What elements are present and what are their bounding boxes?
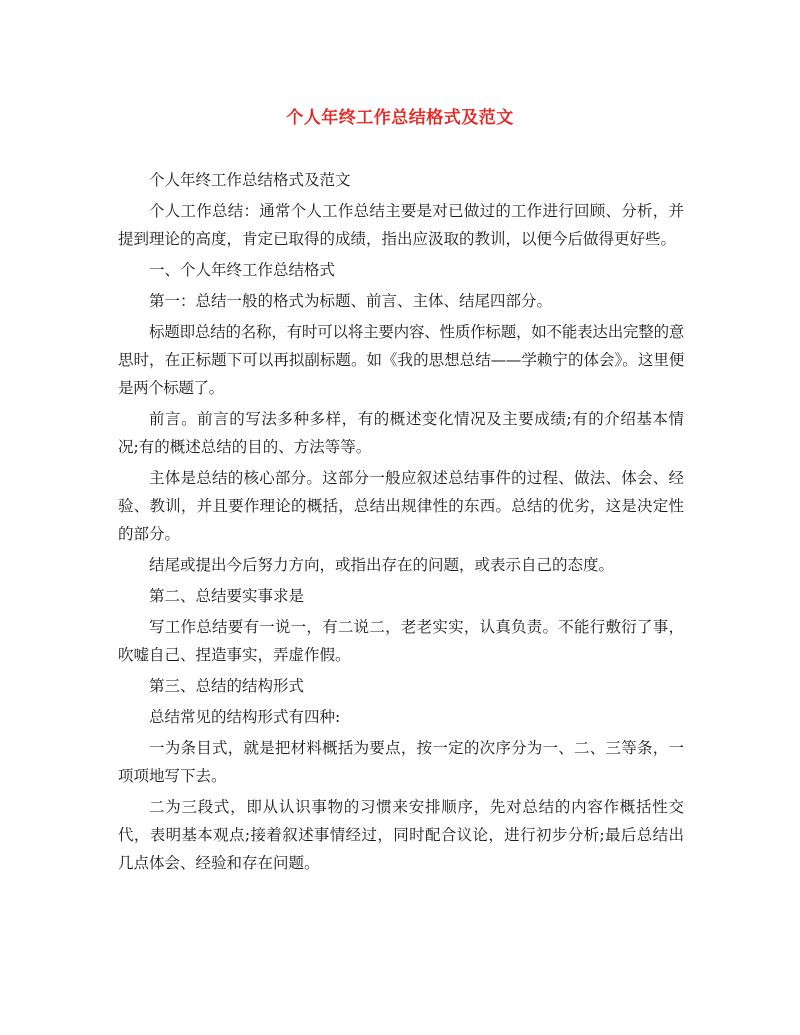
paragraph-main-body: 主体是总结的核心部分。这部分一般应叙述总结事件的过程、做法、体会、经验、教训，并且要作理论的概括，总结出规律性的东西。总结的优劣，这是决定性的部分。	[118, 469, 684, 543]
paragraph-subtitle: 个人年终工作总结格式及范文	[149, 171, 351, 189]
paragraph-title-desc: 标题即总结的名称，有时可以将主要内容、性质作标题，如不能表达出完整的意思时，在正标题下可以再拟副标题。如《我的思想总结——学赖宁的体会》。这里便是两个标题了。	[118, 323, 684, 397]
paragraph-honesty: 写工作总结要有一说一，有二说二，老老实实，认真负责。不能行敷衍了事，吹嘘自己、捏造事实，弄虚作假。	[118, 618, 684, 664]
section-heading-format: 一、个人年终工作总结格式	[149, 261, 336, 279]
paragraph-form-two: 二为三段式，即从认识事物的习惯来安排顺序，先对总结的内容作概括性交代，表明基本观点;接着叙述事情经过，同时配合议论，进行初步分析;最后总结出几点体会、经验和存在问题。	[118, 798, 684, 872]
paragraph-first-point: 第一：总结一般的格式为标题、前言、主体、结尾四部分。	[149, 292, 553, 310]
section-heading-third: 第三、总结的结构形式	[149, 677, 305, 695]
paragraph-ending: 结尾或提出今后努力方向，或指出存在的问题，或表示自己的态度。	[149, 556, 615, 574]
paragraph-structure-forms: 总结常见的结构形式有四种:	[149, 708, 341, 726]
paragraph-form-one: 一为条目式，就是把材料概括为要点，按一定的次序分为一、二、三等条，一项项地写下去。	[118, 739, 684, 785]
document-body	[118, 166, 684, 880]
paragraph-preface: 前言。前言的写法多种多样，有的概述变化情况及主要成绩;有的介绍基本情况;有的概述总结的目的、方法等等。	[118, 410, 684, 456]
paragraph-intro: 个人工作总结：通常个人工作总结主要是对已做过的工作进行回顾、分析，并提到理论的高度，肯定已取得的成绩，指出应汲取的教训，以便今后做得更好些。	[118, 202, 684, 248]
section-heading-second: 第二、总结要实事求是	[149, 587, 305, 605]
document-title: 个人年终工作总结格式及范文	[286, 108, 514, 128]
